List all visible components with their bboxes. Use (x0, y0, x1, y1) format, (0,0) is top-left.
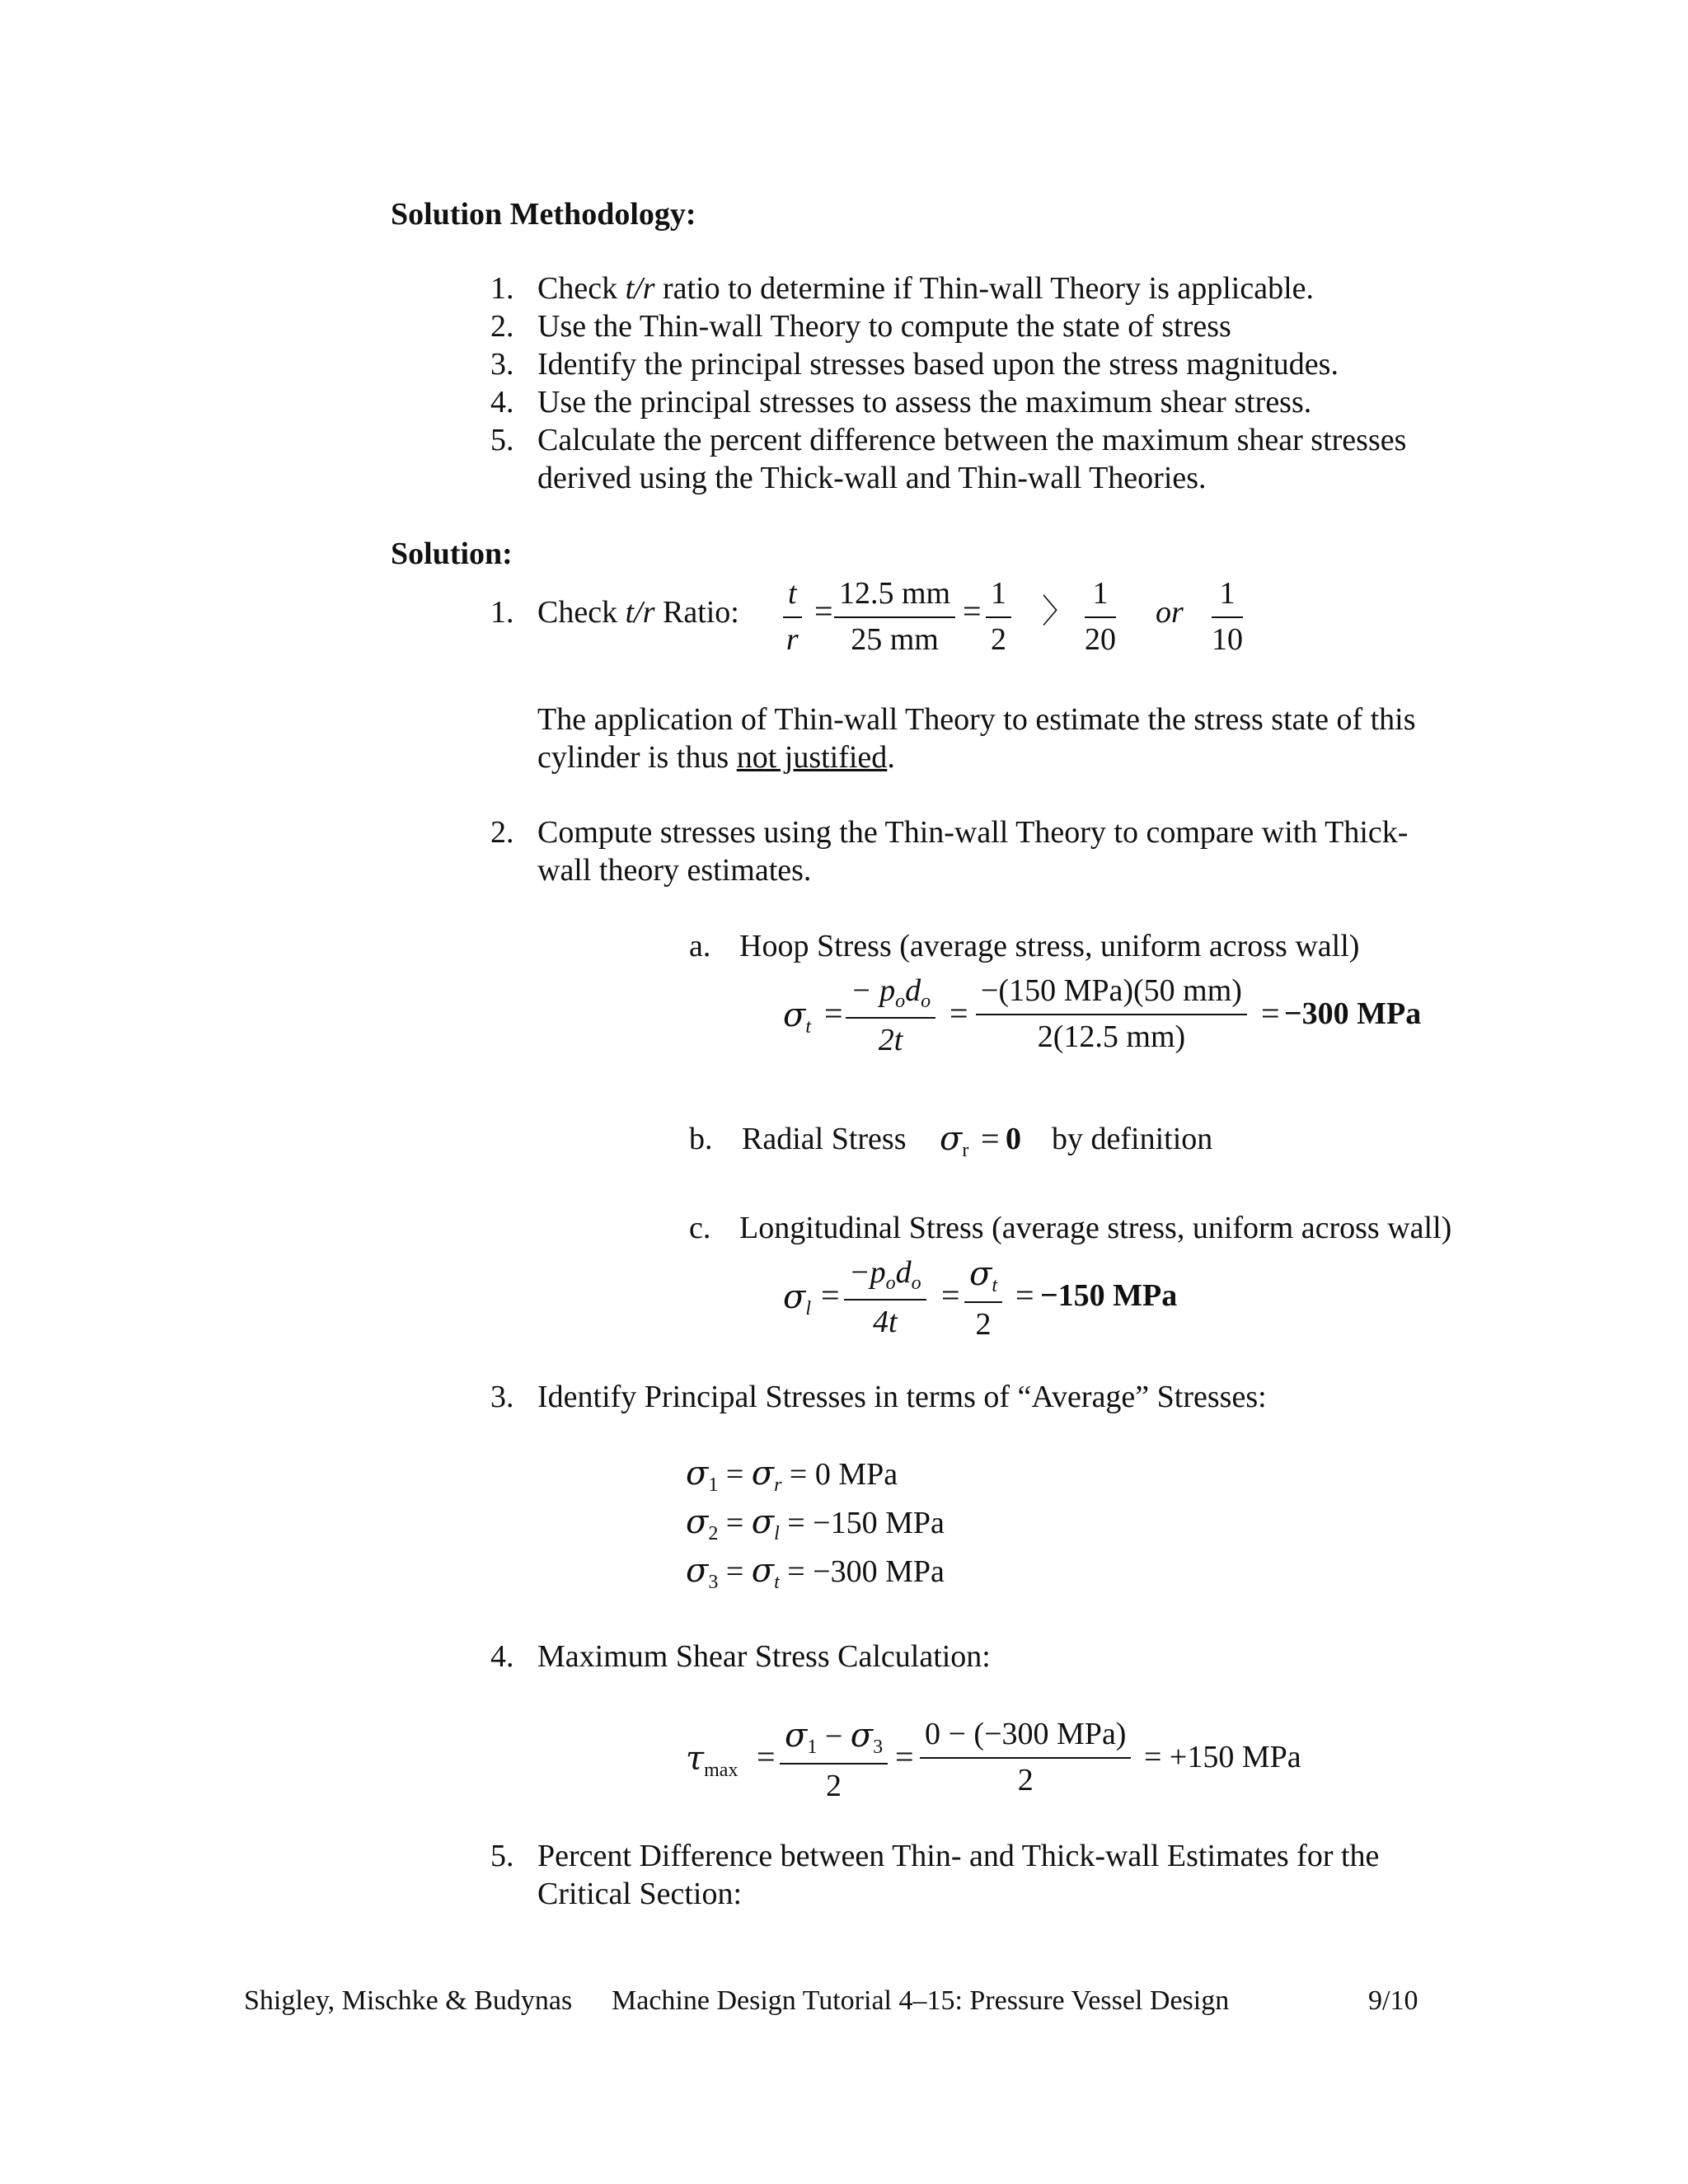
fraction-numerator: −(150 MPa)(50 mm) (976, 972, 1247, 1015)
hoop-stress-result: −300 MPa (1284, 996, 1422, 1031)
principal-stress-value: = 0 MPa (789, 1457, 898, 1492)
sigma-symbol: σ (751, 1503, 775, 1541)
step-number: 5. (490, 1839, 514, 1873)
principal-stress-row: $\sigma_2 = \sigma_l = -150$ MPa (686, 1503, 945, 1544)
fraction-one-half (986, 575, 1011, 658)
longitudinal-stress-result: −150 MPa (1040, 1278, 1178, 1313)
fraction-denominator: 2t (878, 1022, 903, 1057)
list-item-number: 5. (490, 423, 514, 457)
tau-max-symbol (686, 1739, 738, 1783)
equals-sign: = (821, 1277, 840, 1314)
step1-label (537, 594, 739, 632)
principal-stress-value: = −300 MPa (787, 1554, 945, 1589)
fraction-numerator: 1 (1085, 575, 1116, 618)
step3-text: Identify Principal Stresses in terms of “Average” Stresses: (537, 1380, 1267, 1414)
fraction-denominator: 2 (975, 1306, 992, 1342)
radial-stress-value: 0 (1006, 1122, 1021, 1156)
step1-conclusion (537, 739, 895, 777)
subscript: 1 (708, 1474, 719, 1496)
sigma-symbol: σ (785, 1717, 808, 1755)
principal-stress-row: $\sigma_1 = \sigma_r = 0$ MPa (686, 1455, 898, 1496)
fraction-numerator (844, 1254, 926, 1301)
list-item-text: ratio to determine if Thin-wall Theory is applicable. (654, 271, 1315, 306)
sigma-symbol: σ (751, 1455, 775, 1493)
list-item: Use the principal stresses to assess the maximum shear stress. (537, 385, 1312, 419)
fraction-denominator: 4t (873, 1304, 898, 1339)
step5-text-continuation: Critical Section: (537, 1877, 743, 1911)
equals-sign: = (814, 593, 833, 630)
sigma-symbol: σ (783, 996, 806, 1034)
fraction-numerator (846, 972, 935, 1019)
subscript: o (895, 991, 906, 1012)
list-item (537, 270, 1314, 308)
diameter-term: d (905, 973, 921, 1008)
principal-stress-row: $\sigma_3 = \sigma_t = -300$ MPa (686, 1552, 945, 1593)
sigma-symbol: σ (686, 1503, 709, 1541)
fraction-denominator: r (785, 621, 799, 657)
fraction-longitudinal-formula (844, 1254, 926, 1341)
step5-text: Percent Difference between Thin- and Thick-wall Estimates for the (537, 1839, 1380, 1873)
sigma-symbol: σ (969, 1255, 992, 1293)
step-number: 3. (490, 1380, 514, 1414)
fraction-thickness-over-radius (834, 575, 955, 658)
solution-heading: Solution: (391, 537, 513, 571)
list-item-number: 4. (490, 385, 514, 419)
subscript: o (921, 991, 931, 1012)
equals-sign: = (757, 1738, 776, 1775)
substep-letter: a. (689, 929, 711, 963)
subscript: t (774, 1572, 780, 1593)
step-number: 1. (490, 595, 514, 630)
substep-letter: b. (689, 1122, 713, 1156)
list-item-italic: t/r (625, 271, 655, 306)
fraction-denominator: 20 (1085, 621, 1116, 657)
fraction-t-over-r (783, 575, 802, 658)
list-item-number: 2. (490, 309, 514, 344)
hoop-stress-heading: Hoop Stress (average stress, uniform across wall) (739, 929, 1360, 963)
sigma-t-symbol (783, 996, 811, 1039)
fraction-numerator: 12.5 mm (834, 575, 955, 618)
sigma-symbol: σ (783, 1278, 806, 1316)
fraction-numerator: t (783, 575, 802, 618)
list-item-number: 1. (490, 271, 514, 306)
fraction-numerator: $\sigma_1 - \sigma_3$ (780, 1716, 888, 1765)
list-item: Identify the principal stresses based upon the stress magnitudes. (537, 347, 1339, 382)
subscript: l (805, 1298, 811, 1319)
fraction-hoop-values (976, 972, 1247, 1056)
footer-authors: Shigley, Mischke & Budynas (244, 1985, 573, 2016)
step4-text: Maximum Shear Stress Calculation: (537, 1639, 991, 1674)
step1-label-text: Check (537, 595, 626, 630)
conclusion-text: . (887, 740, 895, 775)
pressure-term: −p (849, 1255, 886, 1290)
equals-sign: = (1015, 1277, 1034, 1314)
step1-label-text: Ratio: (654, 595, 739, 630)
fraction-one-tenth (1212, 575, 1243, 658)
equals-sign: = (950, 995, 968, 1032)
greater-than-sign: 〉 (1042, 593, 1075, 630)
equals-sign: = (824, 995, 843, 1032)
step-number: 4. (490, 1639, 514, 1674)
radial-stress-note: by definition (1052, 1122, 1213, 1156)
or-text: or (1156, 595, 1184, 630)
tau-symbol: τ (686, 1740, 705, 1778)
equals-sign: = (941, 1277, 960, 1314)
sigma-symbol: σ (751, 1552, 775, 1590)
footer-title: Machine Design Tutorial 4–15: Pressure Vessel Design (612, 1985, 1230, 2016)
fraction-denominator: 2 (826, 1768, 842, 1803)
sigma-l-symbol (783, 1277, 811, 1321)
fraction-shear-values (920, 1716, 1131, 1799)
subscript: 3 (708, 1572, 719, 1593)
list-item: Use the Thin-wall Theory to compute the state of stress (537, 309, 1231, 344)
fraction-numerator: 1 (986, 575, 1011, 618)
max-shear-result: = +150 MPa (1144, 1740, 1301, 1774)
fraction-numerator: 1 (1212, 575, 1243, 618)
subscript: t (805, 1016, 811, 1038)
step2-text-continuation: wall theory estimates. (537, 853, 812, 888)
radial-stress-heading: Radial Stress (742, 1122, 907, 1156)
pressure-term: − p (851, 973, 896, 1008)
fraction-hoop-formula (846, 972, 935, 1059)
conclusion-text: cylinder is thus (537, 740, 737, 775)
sigma-symbol: σ (850, 1717, 874, 1755)
sigma-symbol: σ (940, 1120, 963, 1158)
sigma-symbol: σ (686, 1455, 709, 1493)
step-number: 2. (490, 815, 514, 850)
fraction-numerator (964, 1254, 1002, 1303)
methodology-heading: Solution Methodology: (391, 197, 696, 232)
subscript: 2 (708, 1523, 719, 1544)
conclusion-underlined: not justified (736, 740, 888, 775)
fraction-denominator: 10 (1212, 621, 1243, 657)
list-item-text: Check (537, 271, 626, 306)
subscript: o (911, 1272, 921, 1294)
fraction-sigma-t-over-2 (964, 1254, 1002, 1343)
fraction-denominator: 2 (1017, 1762, 1034, 1797)
list-item: Calculate the percent difference between the maximum shear stresses (537, 423, 1407, 457)
equals-sign: = (981, 1120, 1000, 1157)
fraction-denominator: 25 mm (851, 621, 939, 657)
list-item-number: 3. (490, 347, 514, 382)
equals-sign: = (1261, 995, 1280, 1032)
subscript: r (774, 1474, 782, 1496)
fraction-denominator: 2 (991, 621, 1006, 657)
longitudinal-stress-heading: Longitudinal Stress (average stress, uniform across wall) (739, 1211, 1452, 1245)
equals-sign: = (895, 1738, 914, 1775)
step1-note: The application of Thin-wall Theory to estimate the stress state of this (537, 702, 1416, 737)
subscript: t (992, 1275, 997, 1296)
subscript: l (774, 1523, 780, 1544)
principal-stress-value: = −150 MPa (787, 1506, 945, 1540)
fraction-one-twentieth (1085, 575, 1116, 658)
fraction-numerator: 0 − (−300 MPa) (920, 1716, 1131, 1759)
subscript: o (885, 1272, 896, 1294)
subscript: r (962, 1140, 969, 1161)
fraction-denominator: 2(12.5 mm) (1037, 1019, 1186, 1054)
list-item-continuation: derived using the Thick-wall and Thin-wall Theories. (537, 461, 1207, 495)
sigma-r-symbol (940, 1119, 968, 1163)
page-number: 9/10 (1368, 1985, 1418, 2016)
sigma-symbol: σ (686, 1552, 709, 1590)
substep-letter: c. (689, 1211, 711, 1245)
step2-text: Compute stresses using the Thin-wall Theory to compare with Thick- (537, 815, 1409, 850)
diameter-term: d (895, 1255, 912, 1290)
equals-sign: = (963, 593, 982, 630)
step1-label-italic: t/r (625, 595, 655, 630)
subscript: max (704, 1760, 738, 1781)
fraction-shear-formula (780, 1716, 888, 1805)
